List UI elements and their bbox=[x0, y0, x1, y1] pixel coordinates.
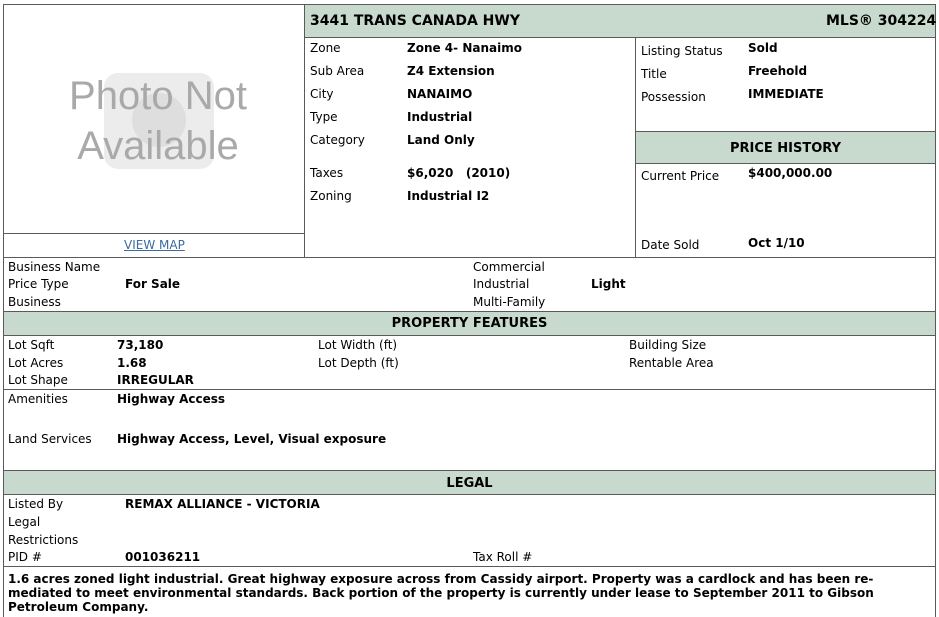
city-label: City bbox=[310, 87, 334, 101]
listed-by-label: Listed By bbox=[8, 497, 64, 511]
title-value: Freehold bbox=[748, 64, 808, 78]
city-value: NANAIMO bbox=[407, 87, 473, 101]
date-sold-label: Date Sold bbox=[641, 238, 700, 252]
listing-status-value: Sold bbox=[748, 41, 778, 55]
amenities-label: Amenities bbox=[8, 392, 68, 406]
land-services-label: Land Services bbox=[8, 432, 92, 446]
lot-depth-label: Lot Depth (ft) bbox=[318, 356, 399, 370]
price-type-value: For Sale bbox=[125, 277, 181, 291]
business-label: Business bbox=[8, 295, 61, 309]
amenities-value: Highway Access bbox=[117, 392, 226, 406]
building-size-label: Building Size bbox=[629, 338, 707, 352]
legal-label: Legal bbox=[8, 515, 41, 529]
lot-sqft-value: 73,180 bbox=[117, 338, 164, 352]
category-label: Category bbox=[310, 133, 365, 147]
taxes-label: Taxes bbox=[310, 166, 344, 180]
zoning-value: Industrial I2 bbox=[407, 189, 490, 203]
view-map-link[interactable]: VIEW MAP bbox=[124, 238, 185, 252]
type-value: Industrial bbox=[407, 110, 473, 124]
industrial-label: Industrial bbox=[473, 277, 530, 291]
photo-details-divider bbox=[304, 5, 305, 257]
business-name-label: Business Name bbox=[8, 260, 101, 274]
multifamily-label: Multi-Family bbox=[473, 295, 546, 309]
industrial-value: Light bbox=[591, 277, 626, 291]
taxes-value: $6,020 (2010) bbox=[407, 166, 511, 180]
current-price-value: $400,000.00 bbox=[748, 166, 833, 180]
title-label: Title bbox=[641, 67, 667, 81]
pid-label: PID # bbox=[8, 550, 42, 564]
photo-divider bbox=[4, 233, 304, 234]
date-sold-value: Oct 1/10 bbox=[748, 236, 805, 250]
subarea-value: Z4 Extension bbox=[407, 64, 495, 78]
listing-remarks: 1.6 acres zoned light industrial. Great highway exposure across from Cassidy airport. Property was a cardlock and has been re-mediated to meet environmental standards. Back portion of the property is currently under lease to September 2011 to Gibson Petroleum Company. bbox=[8, 572, 874, 614]
photo-panel bbox=[4, 5, 304, 233]
current-price-label: Current Price bbox=[641, 169, 720, 183]
rentable-area-label: Rentable Area bbox=[629, 356, 714, 370]
subarea-label: Sub Area bbox=[310, 64, 365, 78]
mls-number: MLS® 304224 bbox=[826, 13, 937, 29]
listing-address: 3441 TRANS CANADA HWY bbox=[310, 13, 520, 29]
lot-acres-value: 1.68 bbox=[117, 356, 147, 370]
lot-shape-value: IRREGULAR bbox=[117, 373, 194, 387]
listed-by-value: REMAX ALLIANCE - VICTORIA bbox=[125, 497, 320, 511]
possession-label: Possession bbox=[641, 90, 706, 104]
property-features-heading: PROPERTY FEATURES bbox=[391, 316, 548, 331]
photo-not-available-line2: Available bbox=[77, 124, 239, 168]
amenities-divider bbox=[4, 389, 935, 390]
lot-shape-label: Lot Shape bbox=[8, 373, 68, 387]
pid-value: 001036211 bbox=[125, 550, 201, 564]
photo-not-available-line1: Photo Not bbox=[69, 74, 247, 118]
zoning-label: Zoning bbox=[310, 189, 352, 203]
type-label: Type bbox=[310, 110, 338, 124]
lot-width-label: Lot Width (ft) bbox=[318, 338, 398, 352]
price-type-label: Price Type bbox=[8, 277, 69, 291]
price-history-heading: PRICE HISTORY bbox=[729, 141, 842, 156]
possession-value: IMMEDIATE bbox=[748, 87, 824, 101]
lot-acres-label: Lot Acres bbox=[8, 356, 64, 370]
commercial-label: Commercial bbox=[473, 260, 545, 274]
restrictions-label: Restrictions bbox=[8, 533, 79, 547]
land-services-value: Highway Access, Level, Visual exposure bbox=[117, 432, 387, 446]
legal-heading: LEGAL bbox=[446, 476, 493, 491]
tax-roll-label: Tax Roll # bbox=[473, 550, 533, 564]
zone-label: Zone bbox=[310, 41, 341, 55]
category-value: Land Only bbox=[407, 133, 475, 147]
zone-value: Zone 4- Nanaimo bbox=[407, 41, 522, 55]
lot-sqft-label: Lot Sqft bbox=[8, 338, 55, 352]
listing-status-label: Listing Status bbox=[641, 44, 723, 58]
